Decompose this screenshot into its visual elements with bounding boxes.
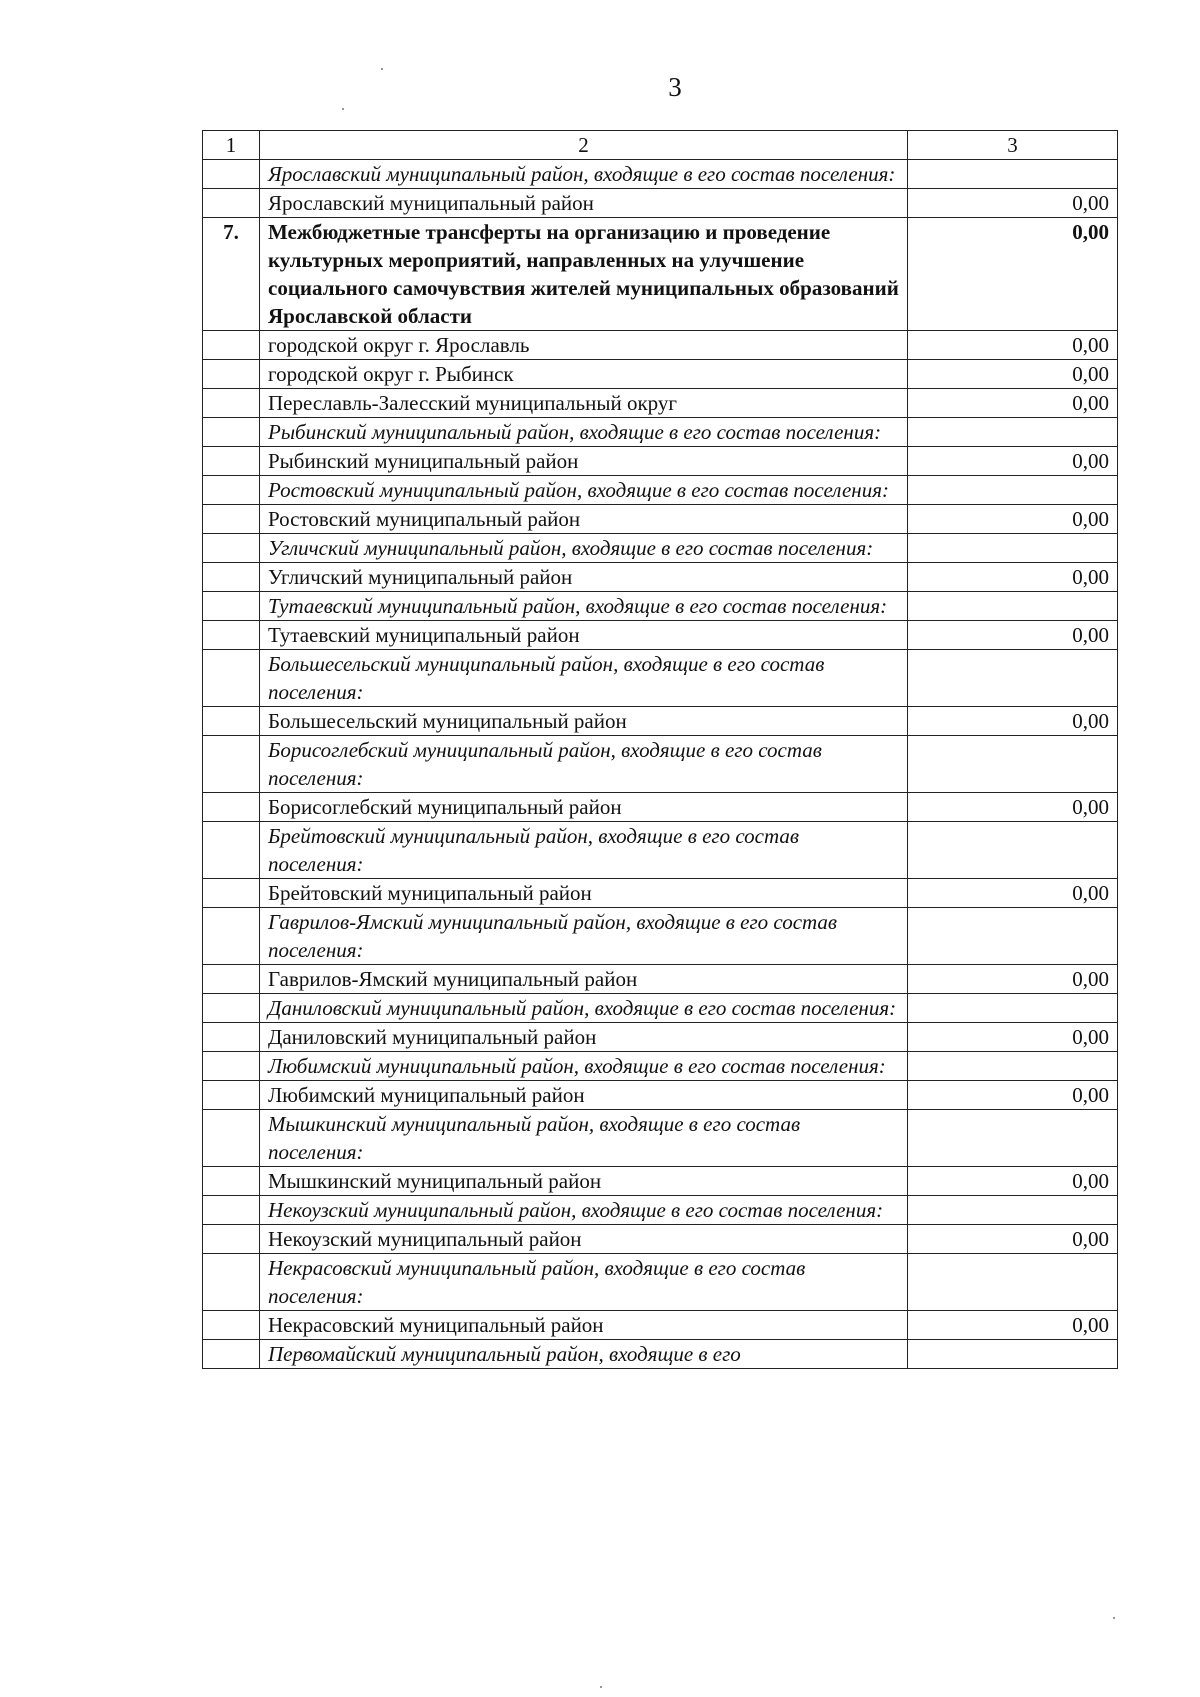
table-header-row bbox=[203, 131, 1118, 160]
row-name: Мышкинский муниципальный район bbox=[260, 1167, 908, 1196]
row-number bbox=[203, 994, 260, 1023]
row-value bbox=[908, 592, 1118, 621]
row-number bbox=[203, 563, 260, 592]
row-value: 0,00 bbox=[908, 1311, 1118, 1340]
scan-speck bbox=[600, 1686, 602, 1688]
row-name: Борисоглебский муниципальный район, входящие в его состав поселения: bbox=[260, 736, 908, 793]
row-value: 0,00 bbox=[908, 218, 1118, 331]
row-number bbox=[203, 1254, 260, 1311]
row-value bbox=[908, 1340, 1118, 1369]
row-name: Ростовский муниципальный район bbox=[260, 505, 908, 534]
row-value bbox=[908, 1052, 1118, 1081]
row-value: 0,00 bbox=[908, 1167, 1118, 1196]
row-value bbox=[908, 1110, 1118, 1167]
row-value: 0,00 bbox=[908, 189, 1118, 218]
row-name: Рыбинский муниципальный район bbox=[260, 447, 908, 476]
row-name: Угличский муниципальный район bbox=[260, 563, 908, 592]
row-name: Некрасовский муниципальный район, входящие в его состав поселения: bbox=[260, 1254, 908, 1311]
table-row bbox=[203, 360, 1118, 389]
row-number bbox=[203, 621, 260, 650]
table-row bbox=[203, 908, 1118, 965]
table-row bbox=[203, 879, 1118, 908]
row-name: Рыбинский муниципальный район, входящие в его состав поселения: bbox=[260, 418, 908, 447]
row-value: 0,00 bbox=[908, 793, 1118, 822]
row-name: Большесельский муниципальный район bbox=[260, 707, 908, 736]
row-number bbox=[203, 822, 260, 879]
row-number bbox=[203, 707, 260, 736]
row-name: Некрасовский муниципальный район bbox=[260, 1311, 908, 1340]
row-number bbox=[203, 793, 260, 822]
row-number bbox=[203, 1023, 260, 1052]
table-row bbox=[203, 965, 1118, 994]
row-value: 0,00 bbox=[908, 707, 1118, 736]
row-number bbox=[203, 1340, 260, 1369]
row-value bbox=[908, 650, 1118, 707]
row-value: 0,00 bbox=[908, 360, 1118, 389]
table-row bbox=[203, 994, 1118, 1023]
row-name: Угличский муниципальный район, входящие в его состав поселения: bbox=[260, 534, 908, 563]
row-value: 0,00 bbox=[908, 1023, 1118, 1052]
row-number bbox=[203, 1225, 260, 1254]
table-row bbox=[203, 160, 1118, 189]
row-number: 7. bbox=[203, 218, 260, 331]
table-row bbox=[203, 621, 1118, 650]
scan-speck bbox=[1113, 1617, 1115, 1619]
table-row bbox=[203, 1110, 1118, 1167]
row-number bbox=[203, 1081, 260, 1110]
row-name: Брейтовский муниципальный район bbox=[260, 879, 908, 908]
row-value: 0,00 bbox=[908, 965, 1118, 994]
table-row bbox=[203, 534, 1118, 563]
row-number bbox=[203, 1052, 260, 1081]
row-name: Тутаевский муниципальный район, входящие в его состав поселения: bbox=[260, 592, 908, 621]
row-number bbox=[203, 736, 260, 793]
table-row bbox=[203, 1254, 1118, 1311]
row-name: Борисоглебский муниципальный район bbox=[260, 793, 908, 822]
row-value bbox=[908, 160, 1118, 189]
header-col-2: 2 bbox=[260, 131, 908, 160]
row-name: городской округ г. Ярославль bbox=[260, 331, 908, 360]
table-row bbox=[203, 505, 1118, 534]
table-row bbox=[203, 1340, 1118, 1369]
row-value: 0,00 bbox=[908, 879, 1118, 908]
row-number bbox=[203, 331, 260, 360]
row-value bbox=[908, 476, 1118, 505]
scan-speck bbox=[342, 108, 344, 110]
table-row bbox=[203, 1023, 1118, 1052]
row-number bbox=[203, 189, 260, 218]
row-number bbox=[203, 592, 260, 621]
row-value: 0,00 bbox=[908, 1081, 1118, 1110]
header-col-3: 3 bbox=[908, 131, 1118, 160]
row-number bbox=[203, 160, 260, 189]
row-name: Ростовский муниципальный район, входящие в его состав поселения: bbox=[260, 476, 908, 505]
row-value bbox=[908, 534, 1118, 563]
row-value bbox=[908, 822, 1118, 879]
row-name: городской округ г. Рыбинск bbox=[260, 360, 908, 389]
row-value bbox=[908, 736, 1118, 793]
row-name: Мышкинский муниципальный район, входящие в его состав поселения: bbox=[260, 1110, 908, 1167]
table-row bbox=[203, 1081, 1118, 1110]
row-number bbox=[203, 879, 260, 908]
table-row bbox=[203, 1196, 1118, 1225]
row-value bbox=[908, 908, 1118, 965]
row-name: Ярославский муниципальный район, входящие в его состав поселения: bbox=[260, 160, 908, 189]
row-name: Тутаевский муниципальный район bbox=[260, 621, 908, 650]
row-value bbox=[908, 418, 1118, 447]
row-number bbox=[203, 1167, 260, 1196]
scan-speck bbox=[381, 68, 383, 70]
table-row bbox=[203, 418, 1118, 447]
row-value: 0,00 bbox=[908, 389, 1118, 418]
table-row bbox=[203, 736, 1118, 793]
row-number bbox=[203, 389, 260, 418]
row-name: Даниловский муниципальный район, входящие в его состав поселения: bbox=[260, 994, 908, 1023]
row-number bbox=[203, 505, 260, 534]
table-row bbox=[203, 650, 1118, 707]
table-row bbox=[203, 707, 1118, 736]
table-row bbox=[203, 793, 1118, 822]
row-number bbox=[203, 476, 260, 505]
row-value: 0,00 bbox=[908, 1225, 1118, 1254]
row-value: 0,00 bbox=[908, 331, 1118, 360]
row-name: Даниловский муниципальный район bbox=[260, 1023, 908, 1052]
row-name: Гаврилов-Ямский муниципальный район, входящие в его состав поселения: bbox=[260, 908, 908, 965]
row-number bbox=[203, 360, 260, 389]
row-number bbox=[203, 965, 260, 994]
row-name: Ярославский муниципальный район bbox=[260, 189, 908, 218]
row-number bbox=[203, 908, 260, 965]
table-row bbox=[203, 822, 1118, 879]
row-number bbox=[203, 1110, 260, 1167]
table-row bbox=[203, 1167, 1118, 1196]
row-value bbox=[908, 1196, 1118, 1225]
row-name: Некоузский муниципальный район, входящие в его состав поселения: bbox=[260, 1196, 908, 1225]
table-row bbox=[203, 563, 1118, 592]
table-row bbox=[203, 476, 1118, 505]
row-value: 0,00 bbox=[908, 563, 1118, 592]
row-name: Переславль-Залесский муниципальный округ bbox=[260, 389, 908, 418]
table-row bbox=[203, 592, 1118, 621]
row-value bbox=[908, 994, 1118, 1023]
header-col-1: 1 bbox=[203, 131, 260, 160]
row-name: Межбюджетные трансферты на организацию и проведение культурных мероприятий, направленных на улучшение социального самочувствия жителей муниципальных образований Ярославской области bbox=[260, 218, 908, 331]
row-number bbox=[203, 534, 260, 563]
row-value bbox=[908, 1254, 1118, 1311]
row-value: 0,00 bbox=[908, 505, 1118, 534]
row-number bbox=[203, 447, 260, 476]
row-name: Некоузский муниципальный район bbox=[260, 1225, 908, 1254]
table-row bbox=[203, 1052, 1118, 1081]
row-name: Большесельский муниципальный район, входящие в его состав поселения: bbox=[260, 650, 908, 707]
row-number bbox=[203, 418, 260, 447]
row-name: Брейтовский муниципальный район, входящие в его состав поселения: bbox=[260, 822, 908, 879]
row-number bbox=[203, 1196, 260, 1225]
table-row bbox=[203, 218, 1118, 331]
table-row bbox=[203, 389, 1118, 418]
row-name: Первомайский муниципальный район, входящие в его bbox=[260, 1340, 908, 1369]
row-name: Гаврилов-Ямский муниципальный район bbox=[260, 965, 908, 994]
table-row bbox=[203, 1311, 1118, 1340]
allocation-table bbox=[202, 130, 1118, 1369]
table-row bbox=[203, 1225, 1118, 1254]
row-value: 0,00 bbox=[908, 621, 1118, 650]
row-name: Любимский муниципальный район bbox=[260, 1081, 908, 1110]
table-row bbox=[203, 331, 1118, 360]
row-value: 0,00 bbox=[908, 447, 1118, 476]
row-name: Любимский муниципальный район, входящие в его состав поселения: bbox=[260, 1052, 908, 1081]
row-number bbox=[203, 650, 260, 707]
table-row bbox=[203, 189, 1118, 218]
page-number: 3 bbox=[668, 72, 682, 102]
table-row bbox=[203, 447, 1118, 476]
row-number bbox=[203, 1311, 260, 1340]
